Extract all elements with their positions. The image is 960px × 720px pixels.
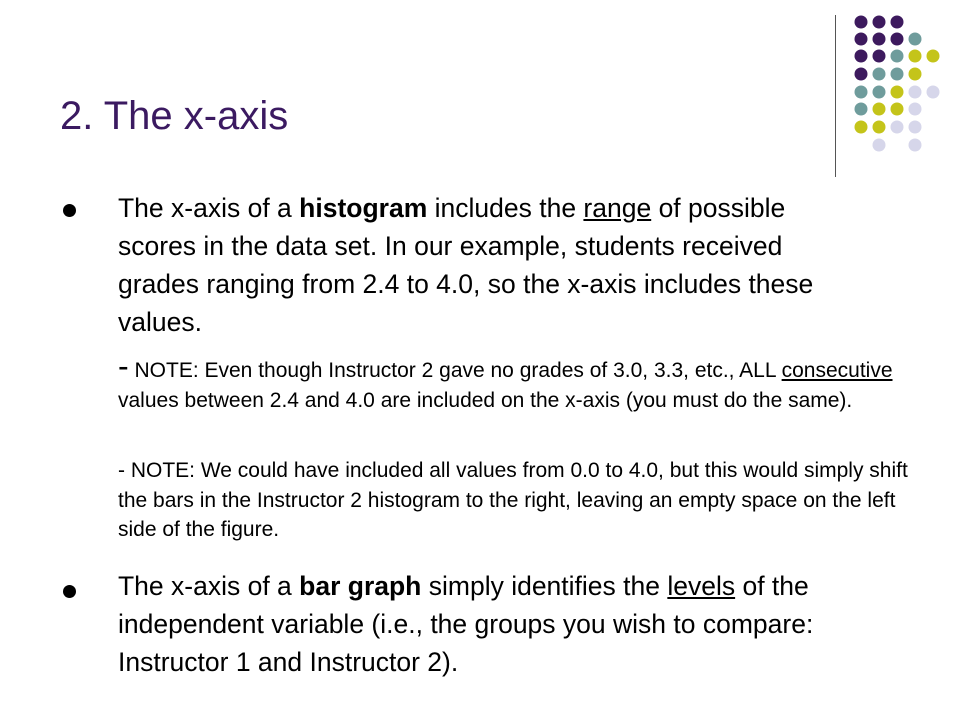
bullet-1-text [118, 189, 858, 341]
decor-dot [855, 68, 868, 81]
decor-dot [855, 86, 868, 99]
decor-dot [855, 121, 868, 134]
term-levels: levels [667, 571, 736, 601]
bullet-2-part: The x-axis of a [118, 571, 300, 601]
decor-dot [909, 33, 922, 46]
note-1-part: NOTE: Even though Instructor 2 gave no grades of 3.0, 3.3, etc., ALL [128, 359, 782, 382]
term-range: range [583, 193, 652, 223]
decor-dot [855, 16, 868, 29]
note-1-part: values between 2.4 and 4.0 are included on the x-axis (you must do the same). [118, 389, 853, 412]
decor-dot [927, 86, 940, 99]
term-histogram: histogram [299, 193, 428, 223]
decor-dot [909, 139, 922, 152]
decor-dot [873, 86, 886, 99]
bullet-2-text [118, 567, 888, 681]
decor-dot [873, 121, 886, 134]
bullet-2-part: of the independent variable (i.e., the groups you wish to compare: Instructor 1 and Instructor 2). [118, 571, 814, 677]
decor-dot [909, 103, 922, 116]
decor-dot [855, 33, 868, 46]
decor-dot [891, 68, 904, 81]
decorative-dot-grid [0, 0, 960, 180]
bullet-1-part: The x-axis of a [118, 193, 300, 223]
decor-dot [891, 33, 904, 46]
decor-dot [873, 68, 886, 81]
decor-dot [891, 50, 904, 63]
decor-dot [873, 139, 886, 152]
bullet-1-part: includes the [427, 193, 584, 223]
decor-dot [909, 68, 922, 81]
note-1-text [118, 348, 908, 416]
slide-title: 2. The x-axis [60, 94, 289, 138]
decor-dot [891, 121, 904, 134]
bullet-dot [63, 204, 76, 217]
bullet-dot [63, 585, 76, 598]
decor-dot [873, 16, 886, 29]
note-1-dash: - [118, 348, 129, 384]
term-bar-graph: bar graph [299, 571, 422, 601]
term-consecutive: consecutive [781, 359, 893, 382]
decor-dot [873, 50, 886, 63]
bullet-1-part: of possible scores in the data set. In our example, students received grades ranging from 2.4 to 4.0, so the x-axis includes these values. [118, 193, 814, 337]
decor-dot [891, 16, 904, 29]
decor-dot [873, 33, 886, 46]
decor-dot [909, 121, 922, 134]
bullet-2-part: simply identifies the [421, 571, 668, 601]
decor-dot [855, 103, 868, 116]
decor-dot [909, 50, 922, 63]
decor-dot [891, 103, 904, 116]
decor-dot [909, 86, 922, 99]
decor-dot [873, 103, 886, 116]
note-2-text: - NOTE: We could have included all values from 0.0 to 4.0, but this would simply shift the bars in the Instructor 2 histogram to the right, leaving an empty space on the left side of the figure. [118, 459, 908, 541]
decor-dot [855, 50, 868, 63]
decor-dot [891, 86, 904, 99]
decor-dot [927, 50, 940, 63]
